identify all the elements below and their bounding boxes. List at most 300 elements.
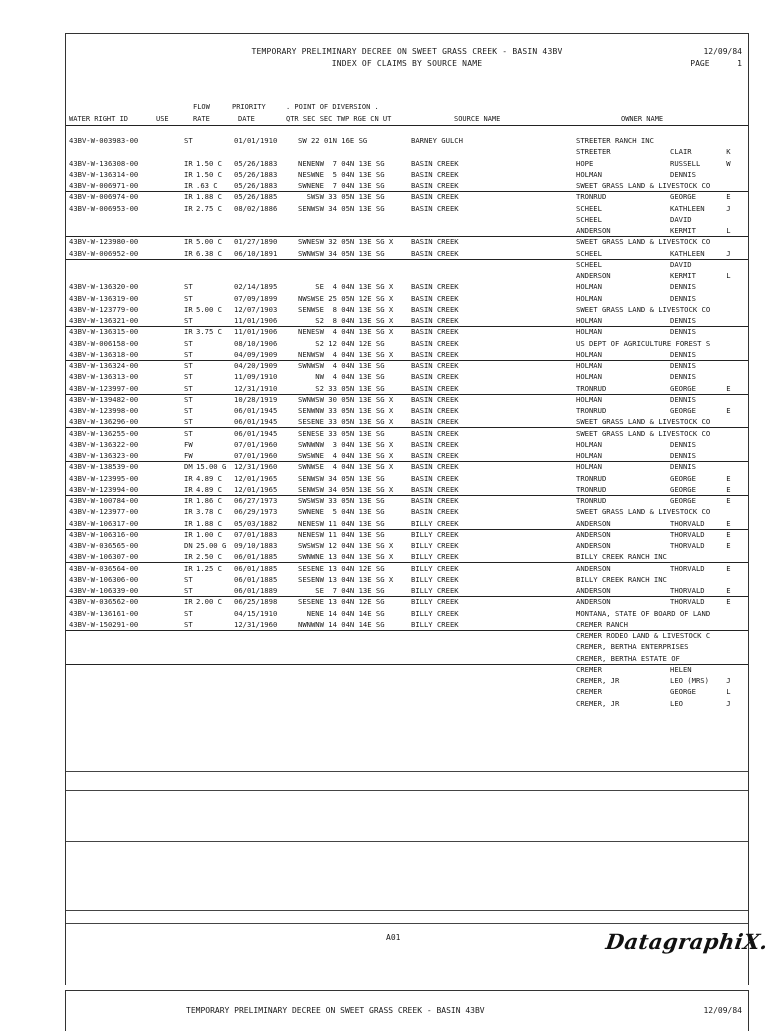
- row-owner-first-name: DENNIS: [670, 349, 696, 359]
- row-owner-first-name: DENNIS: [670, 462, 696, 472]
- row-source-name: BASIN CREEK: [411, 383, 459, 393]
- table-row: [66, 620, 748, 631]
- row-point-of-diversion: SE 7 04N 13E SG: [298, 586, 385, 595]
- row-owner-name: HOLMAN: [576, 462, 602, 472]
- row-water-right-id: 43BV-W-006953-00: [69, 203, 139, 213]
- row-owner-name: CREMER: [576, 664, 602, 674]
- row-source-name: BASIN CREEK: [411, 462, 459, 472]
- row-point-of-diversion: SESENE 33 05N 13E SG X: [298, 417, 394, 427]
- row-use: IR: [184, 169, 193, 179]
- row-owner-name: HOLMAN: [576, 316, 602, 325]
- row-point-of-diversion: SWNWNW 3 04N 13E SG X: [298, 439, 394, 449]
- table-row: [66, 575, 748, 585]
- row-owner-first-name: DAVID: [670, 214, 692, 224]
- row-use: IR: [184, 507, 193, 517]
- row-owner-name: TRONRUD: [576, 383, 607, 393]
- row-priority-date: 06/01/1885: [234, 552, 278, 562]
- col-owner: OWNER NAME: [621, 115, 664, 123]
- row-flow-rate: 1.50 C: [196, 158, 222, 168]
- row-owner-first-name: THORVALD E: [670, 518, 731, 528]
- row-use: ST: [184, 619, 193, 629]
- row-priority-date: 11/01/1906: [234, 327, 278, 337]
- row-owner-first-name: DENNIS: [670, 327, 696, 337]
- row-priority-date: 07/01/1960: [234, 451, 278, 460]
- row-source-name: BASIN CREEK: [411, 327, 459, 337]
- table-row: [66, 204, 748, 214]
- row-use: FW: [184, 451, 193, 460]
- row-flow-rate: 4.89 C: [196, 484, 222, 494]
- table-row: [66, 271, 748, 281]
- table-row: [66, 642, 748, 652]
- row-flow-rate: 15.00 G: [196, 462, 227, 472]
- table-row: [66, 249, 748, 260]
- row-water-right-id: 43BV-W-006952-00: [69, 248, 139, 258]
- row-priority-date: 07/01/1883: [234, 529, 278, 539]
- row-water-right-id: 43BV-W-136322-00: [69, 439, 139, 449]
- table-row: [66, 676, 748, 686]
- table-row: [66, 316, 748, 327]
- row-owner-name: HOLMAN: [576, 327, 602, 337]
- row-point-of-diversion: SENESE 33 05N 13E SG: [298, 428, 385, 438]
- row-water-right-id: 43BV-W-136319-00: [69, 293, 139, 303]
- row-water-right-id: 43BV-W-138539-00: [69, 462, 139, 472]
- row-use: IR: [184, 473, 193, 483]
- table-row: [66, 564, 748, 574]
- row-owner-name: US DEPT OF AGRICULTURE FOREST S: [576, 338, 711, 348]
- table-row: [66, 496, 748, 506]
- table-row: [66, 282, 748, 292]
- row-water-right-id: 43BV-W-139482-00: [69, 394, 139, 404]
- row-owner-name: ANDERSON: [576, 271, 611, 280]
- row-flow-rate: 25.00 G: [196, 541, 227, 550]
- page-label: PAGE: [690, 59, 710, 68]
- row-point-of-diversion: SENWSW 34 05N 13E SG X: [298, 484, 394, 494]
- table-row: [66, 530, 748, 540]
- row-use: IR: [184, 529, 193, 539]
- row-use: IR: [184, 327, 193, 337]
- row-water-right-id: 43BV-W-123998-00: [69, 406, 139, 415]
- rule-line: [66, 841, 748, 842]
- row-use: IR: [184, 518, 193, 528]
- row-point-of-diversion: S2 8 04N 13E SG X: [298, 316, 394, 325]
- row-source-name: BASIN CREEK: [411, 484, 459, 494]
- row-owner-name: TRONRUD: [576, 496, 607, 505]
- row-owner-first-name: GEORGE L: [670, 687, 731, 697]
- row-source-name: BASIN CREEK: [411, 394, 459, 404]
- row-source-name: BILLY CREEK: [411, 608, 459, 618]
- row-owner-name: CREMER RODEO LAND & LIVESTOCK C: [576, 631, 711, 640]
- header-rule: [66, 125, 748, 126]
- row-priority-date: 04/15/1910: [234, 608, 278, 618]
- col-use: USE: [156, 115, 169, 123]
- row-owner-first-name: DENNIS: [670, 439, 696, 449]
- next-page-title: TEMPORARY PRELIMINARY DECREE ON SWEET GRASS CREEK - BASIN 43BV: [186, 1006, 485, 1015]
- row-priority-date: 12/31/1960: [234, 462, 278, 472]
- row-use: ST: [184, 383, 193, 393]
- row-owner-first-name: THORVALD E: [670, 529, 731, 539]
- row-owner-name: SCHEEL: [576, 214, 602, 224]
- row-owner-first-name: LEO (MRS) J: [670, 676, 731, 685]
- row-owner-name: CREMER RANCH: [576, 619, 628, 629]
- table-row: [66, 226, 748, 237]
- row-use: IR: [184, 496, 193, 505]
- row-water-right-id: 43BV-W-106317-00: [69, 518, 139, 528]
- row-point-of-diversion: NENWSW 4 04N 13E SG X: [298, 349, 394, 359]
- table-row: [66, 541, 748, 551]
- row-priority-date: 12/31/1910: [234, 383, 278, 393]
- row-use: ST: [184, 338, 193, 348]
- row-point-of-diversion: SENWSW 34 05N 13E SG: [298, 203, 385, 213]
- row-use: ST: [184, 349, 193, 359]
- row-water-right-id: 43BV-W-100784-00: [69, 496, 139, 505]
- row-flow-rate: 1.88 C: [196, 192, 222, 202]
- row-owner-first-name: GEORGE E: [670, 406, 731, 415]
- row-water-right-id: 43BV-W-106306-00: [69, 574, 139, 584]
- table-row: [66, 462, 748, 472]
- row-owner-name: TRONRUD: [576, 473, 607, 483]
- row-use: DM: [184, 462, 193, 472]
- row-owner-name: ANDERSON: [576, 226, 611, 235]
- row-point-of-diversion: SW 22 01N 16E SG: [298, 136, 368, 145]
- table-row: [66, 215, 748, 225]
- row-owner-name: ANDERSON: [576, 529, 611, 539]
- row-point-of-diversion: NENE 14 04N 14E SG: [298, 608, 385, 618]
- page-number: 1: [737, 59, 742, 68]
- report-title: TEMPORARY PRELIMINARY DECREE ON SWEET GRASS CREEK - BASIN 43BV: [251, 47, 563, 56]
- row-water-right-id: 43BV-W-136320-00: [69, 282, 139, 292]
- row-priority-date: 01/01/1910: [234, 136, 278, 145]
- row-use: IR: [184, 304, 193, 314]
- datagraphix-logo: DatagraphiX.: [604, 929, 770, 954]
- row-source-name: BILLY CREEK: [411, 619, 459, 629]
- table-row: [66, 260, 748, 270]
- row-point-of-diversion: SENWSE 8 04N 13E SG X: [298, 304, 394, 314]
- row-owner-name: BILLY CREEK RANCH INC: [576, 552, 667, 562]
- col-rate: RATE: [193, 115, 210, 123]
- row-owner-name: SWEET GRASS LAND & LIVESTOCK CO: [576, 237, 711, 247]
- row-source-name: BASIN CREEK: [411, 349, 459, 359]
- row-priority-date: 06/01/1885: [234, 563, 278, 573]
- row-owner-name: SCHEEL: [576, 203, 602, 213]
- row-source-name: BASIN CREEK: [411, 293, 459, 303]
- row-use: ST: [184, 282, 193, 292]
- row-source-name: BASIN CREEK: [411, 338, 459, 348]
- row-point-of-diversion: NWNWNW 14 04N 14E SG: [298, 619, 385, 629]
- table-row: [66, 474, 748, 484]
- row-priority-date: 05/26/1883: [234, 158, 278, 168]
- row-use: ST: [184, 316, 193, 325]
- row-owner-name: BILLY CREEK RANCH INC: [576, 574, 667, 584]
- row-use: ST: [184, 586, 193, 595]
- row-water-right-id: 43BV-W-036562-00: [69, 597, 139, 607]
- row-source-name: BASIN CREEK: [411, 439, 459, 449]
- row-priority-date: 08/10/1906: [234, 338, 278, 348]
- table-row: [66, 372, 748, 382]
- row-owner-name: STREETER: [576, 147, 611, 157]
- table-row: [66, 451, 748, 462]
- row-point-of-diversion: SWSWSW 12 04N 13E SG X: [298, 541, 394, 550]
- row-priority-date: 06/01/1945: [234, 417, 278, 427]
- row-owner-first-name: DENNIS: [670, 394, 696, 404]
- table-row: [66, 654, 748, 665]
- row-owner-first-name: DENNIS: [670, 316, 696, 325]
- row-owner-name: CREMER, BERTHA ESTATE OF: [576, 653, 680, 663]
- row-water-right-id: 43BV-W-106339-00: [69, 586, 139, 595]
- table-row: [66, 687, 748, 697]
- row-use: ST: [184, 136, 193, 145]
- row-owner-name: HOLMAN: [576, 439, 602, 449]
- row-source-name: BASIN CREEK: [411, 316, 459, 325]
- row-owner-first-name: HELEN: [670, 664, 692, 674]
- row-use: ST: [184, 361, 193, 370]
- row-water-right-id: 43BV-W-136255-00: [69, 428, 139, 438]
- row-point-of-diversion: NW 4 04N 13E SG: [298, 372, 385, 382]
- table-row: [66, 429, 748, 439]
- table-row: [66, 192, 748, 202]
- row-priority-date: 06/10/1891: [234, 248, 278, 258]
- row-water-right-id: 43BV-W-106316-00: [69, 529, 139, 539]
- row-water-right-id: 43BV-W-003983-00: [69, 136, 139, 145]
- next-page-fragment: [65, 990, 749, 1031]
- row-priority-date: 12/01/1965: [234, 484, 278, 494]
- row-point-of-diversion: S2 33 05N 13E SG: [298, 383, 385, 393]
- row-owner-name: HOLMAN: [576, 282, 602, 292]
- row-point-of-diversion: NWSWSE 25 05N 12E SG X: [298, 293, 394, 303]
- row-point-of-diversion: SWNWSW 4 04N 13E SG: [298, 361, 385, 370]
- row-priority-date: 05/26/1885: [234, 192, 278, 202]
- row-point-of-diversion: SWNESW 32 05N 13E SG X: [298, 237, 394, 247]
- row-use: IR: [184, 597, 193, 607]
- row-use: ST: [184, 372, 193, 382]
- page-code: A01: [386, 933, 401, 942]
- row-source-name: BASIN CREEK: [411, 169, 459, 179]
- row-owner-name: CREMER, JR: [576, 676, 620, 685]
- row-source-name: BASIN CREEK: [411, 237, 459, 247]
- row-owner-name: CREMER, BERTHA ENTERPRISES: [576, 642, 689, 652]
- row-priority-date: 12/07/1903: [234, 304, 278, 314]
- row-water-right-id: 43BV-W-123994-00: [69, 484, 139, 494]
- row-flow-rate: 2.75 C: [196, 203, 222, 213]
- row-use: IR: [184, 563, 193, 573]
- row-point-of-diversion: SE 4 04N 13E SG X: [298, 282, 394, 292]
- row-owner-name: SWEET GRASS LAND & LIVESTOCK CO: [576, 507, 711, 517]
- row-source-name: BASIN CREEK: [411, 248, 459, 258]
- rule-line: [66, 771, 748, 772]
- row-owner-first-name: KATHLEEN J: [670, 203, 731, 213]
- row-source-name: BASIN CREEK: [411, 496, 459, 505]
- row-use: IR: [184, 248, 193, 258]
- row-owner-name: HOPE: [576, 158, 594, 168]
- table-row: [66, 699, 748, 709]
- row-water-right-id: 43BV-W-136318-00: [69, 349, 139, 359]
- report-date: 12/09/84: [703, 47, 742, 56]
- row-source-name: BASIN CREEK: [411, 451, 459, 460]
- table-row: [66, 631, 748, 641]
- table-row: [66, 597, 748, 607]
- report-page: [65, 33, 749, 985]
- row-water-right-id: 43BV-W-136313-00: [69, 372, 139, 382]
- table-row: [66, 609, 748, 619]
- table-row: [66, 136, 748, 146]
- rule-line: [66, 790, 748, 791]
- row-priority-date: 10/28/1919: [234, 394, 278, 404]
- row-flow-rate: 2.50 C: [196, 552, 222, 562]
- row-owner-name: SWEET GRASS LAND & LIVESTOCK CO: [576, 181, 711, 190]
- row-source-name: BILLY CREEK: [411, 597, 459, 607]
- row-owner-name: ANDERSON: [576, 563, 611, 573]
- row-priority-date: 11/09/1910: [234, 372, 278, 382]
- row-point-of-diversion: NENESW 11 04N 13E SG: [298, 529, 385, 539]
- row-flow-rate: 3.78 C: [196, 507, 222, 517]
- row-priority-date: 12/31/1960: [234, 619, 278, 629]
- row-source-name: BASIN CREEK: [411, 417, 459, 427]
- row-water-right-id: 43BV-W-136321-00: [69, 316, 139, 325]
- table-row: [66, 170, 748, 180]
- row-owner-name: SCHEEL: [576, 259, 602, 269]
- row-point-of-diversion: SWNWNE 13 04N 13E SG X: [298, 552, 394, 562]
- col-flow-top: FLOW: [193, 103, 210, 111]
- row-water-right-id: 43BV-W-136308-00: [69, 158, 139, 168]
- row-point-of-diversion: SESENE 13 04N 12E SG: [298, 563, 385, 573]
- row-owner-name: STREETER RANCH INC: [576, 136, 654, 145]
- row-use: IR: [184, 237, 193, 247]
- row-point-of-diversion: SENWSW 34 05N 13E SG: [298, 473, 385, 483]
- row-water-right-id: 43BV-W-036564-00: [69, 563, 139, 573]
- row-point-of-diversion: NESWNE 5 04N 13E SG: [298, 169, 385, 179]
- table-row: [66, 665, 748, 675]
- row-owner-name: TRONRUD: [576, 192, 607, 202]
- col-water-right: WATER RIGHT ID: [69, 115, 129, 123]
- row-priority-date: 07/01/1960: [234, 439, 278, 449]
- row-priority-date: 06/29/1973: [234, 507, 278, 517]
- row-point-of-diversion: SENWNW 33 05N 13E SG X: [298, 406, 394, 415]
- row-source-name: BILLY CREEK: [411, 563, 459, 573]
- row-owner-name: ANDERSON: [576, 541, 611, 550]
- row-use: ST: [184, 417, 193, 427]
- row-flow-rate: 1.25 C: [196, 563, 222, 573]
- row-owner-first-name: CLAIR K: [670, 147, 731, 157]
- row-owner-name: HOLMAN: [576, 349, 602, 359]
- row-owner-first-name: GEORGE E: [670, 484, 731, 494]
- row-priority-date: 06/01/1885: [234, 574, 278, 584]
- table-row: [66, 586, 748, 597]
- table-row: [66, 395, 748, 405]
- table-row: [66, 384, 748, 395]
- row-source-name: BILLY CREEK: [411, 529, 459, 539]
- row-use: ST: [184, 394, 193, 404]
- table-row: [66, 507, 748, 517]
- row-source-name: BASIN CREEK: [411, 203, 459, 213]
- row-priority-date: 06/27/1973: [234, 496, 278, 505]
- row-flow-rate: 6.38 C: [196, 248, 222, 258]
- row-owner-first-name: THORVALD E: [670, 541, 731, 550]
- row-priority-date: 07/09/1899: [234, 293, 278, 303]
- row-water-right-id: 43BV-W-123980-00: [69, 237, 139, 247]
- row-use: ST: [184, 293, 193, 303]
- row-flow-rate: 2.00 C: [196, 597, 222, 607]
- row-owner-first-name: GEORGE E: [670, 383, 731, 393]
- table-row: [66, 305, 748, 315]
- row-source-name: BASIN CREEK: [411, 304, 459, 314]
- row-owner-name: HOLMAN: [576, 293, 602, 303]
- row-point-of-diversion: SWSWNE 4 04N 13E SG X: [298, 451, 394, 460]
- row-owner-first-name: THORVALD E: [670, 563, 731, 573]
- table-row: [66, 361, 748, 371]
- row-water-right-id: 43BV-W-123997-00: [69, 383, 139, 393]
- row-flow-rate: 4.89 C: [196, 473, 222, 483]
- row-water-right-id: 43BV-W-136315-00: [69, 327, 139, 337]
- row-owner-name: HOLMAN: [576, 169, 602, 179]
- row-point-of-diversion: S2 12 04N 12E SG: [298, 338, 385, 348]
- row-flow-rate: 1.00 C: [196, 529, 222, 539]
- row-water-right-id: 43BV-W-006158-00: [69, 338, 139, 348]
- row-use: ST: [184, 608, 193, 618]
- col-pod-top: . POINT OF DIVERSION .: [286, 103, 379, 111]
- row-point-of-diversion: SWNWSW 30 05N 13E SG X: [298, 394, 394, 404]
- row-flow-rate: 1.50 C: [196, 169, 222, 179]
- row-source-name: BASIN CREEK: [411, 473, 459, 483]
- row-use: DN: [184, 541, 193, 550]
- row-owner-name: MONTANA, STATE OF BOARD OF LAND: [576, 608, 711, 618]
- row-water-right-id: 43BV-W-123779-00: [69, 304, 139, 314]
- row-priority-date: 02/14/1895: [234, 282, 278, 292]
- row-source-name: BARNEY GULCH: [411, 136, 463, 145]
- row-point-of-diversion: SESENW 13 04N 13E SG X: [298, 574, 394, 584]
- row-point-of-diversion: SESENE 13 04N 12E SG: [298, 597, 385, 607]
- table-row: [66, 181, 748, 192]
- row-point-of-diversion: SWSW 33 05N 13E SG: [298, 192, 385, 202]
- row-flow-rate: .63 C: [196, 181, 218, 190]
- row-owner-first-name: DENNIS: [670, 372, 696, 382]
- row-owner-first-name: LEO J: [670, 698, 731, 708]
- col-source: SOURCE NAME: [454, 115, 501, 123]
- row-use: IR: [184, 158, 193, 168]
- row-owner-name: ANDERSON: [576, 518, 611, 528]
- page-top-border: [66, 33, 748, 34]
- table-row: [66, 552, 748, 563]
- row-owner-name: HOLMAN: [576, 361, 602, 370]
- row-use: IR: [184, 203, 193, 213]
- row-use: ST: [184, 406, 193, 415]
- row-water-right-id: 43BV-W-106307-00: [69, 552, 139, 562]
- row-source-name: BASIN CREEK: [411, 192, 459, 202]
- row-use: ST: [184, 428, 193, 438]
- row-owner-first-name: GEORGE E: [670, 496, 731, 505]
- row-water-right-id: 43BV-W-006974-00: [69, 192, 139, 202]
- table-row: [66, 339, 748, 349]
- row-owner-name: CREMER, JR: [576, 698, 620, 708]
- row-owner-name: SWEET GRASS LAND & LIVESTOCK CO: [576, 428, 711, 438]
- row-water-right-id: 43BV-W-123995-00: [69, 473, 139, 483]
- row-source-name: BASIN CREEK: [411, 282, 459, 292]
- row-point-of-diversion: NENESW 11 04N 13E SG: [298, 518, 385, 528]
- report-subtitle: INDEX OF CLAIMS BY SOURCE NAME: [331, 59, 483, 68]
- row-owner-name: TRONRUD: [576, 406, 607, 415]
- table-row: [66, 417, 748, 428]
- row-priority-date: 06/01/1945: [234, 406, 278, 415]
- row-source-name: BILLY CREEK: [411, 552, 459, 562]
- row-owner-first-name: DAVID: [670, 259, 692, 269]
- row-owner-name: SWEET GRASS LAND & LIVESTOCK CO: [576, 304, 711, 314]
- row-point-of-diversion: SWNWSW 34 05N 13E SG: [298, 248, 385, 258]
- row-point-of-diversion: NENENW 7 04N 13E SG: [298, 158, 385, 168]
- table-row: [66, 294, 748, 304]
- row-priority-date: 08/02/1886: [234, 203, 278, 213]
- row-owner-first-name: RUSSELL W: [670, 158, 731, 168]
- row-owner-name: SWEET GRASS LAND & LIVESTOCK CO: [576, 417, 711, 427]
- row-priority-date: 04/09/1909: [234, 349, 278, 359]
- row-owner-first-name: DENNIS: [670, 169, 696, 179]
